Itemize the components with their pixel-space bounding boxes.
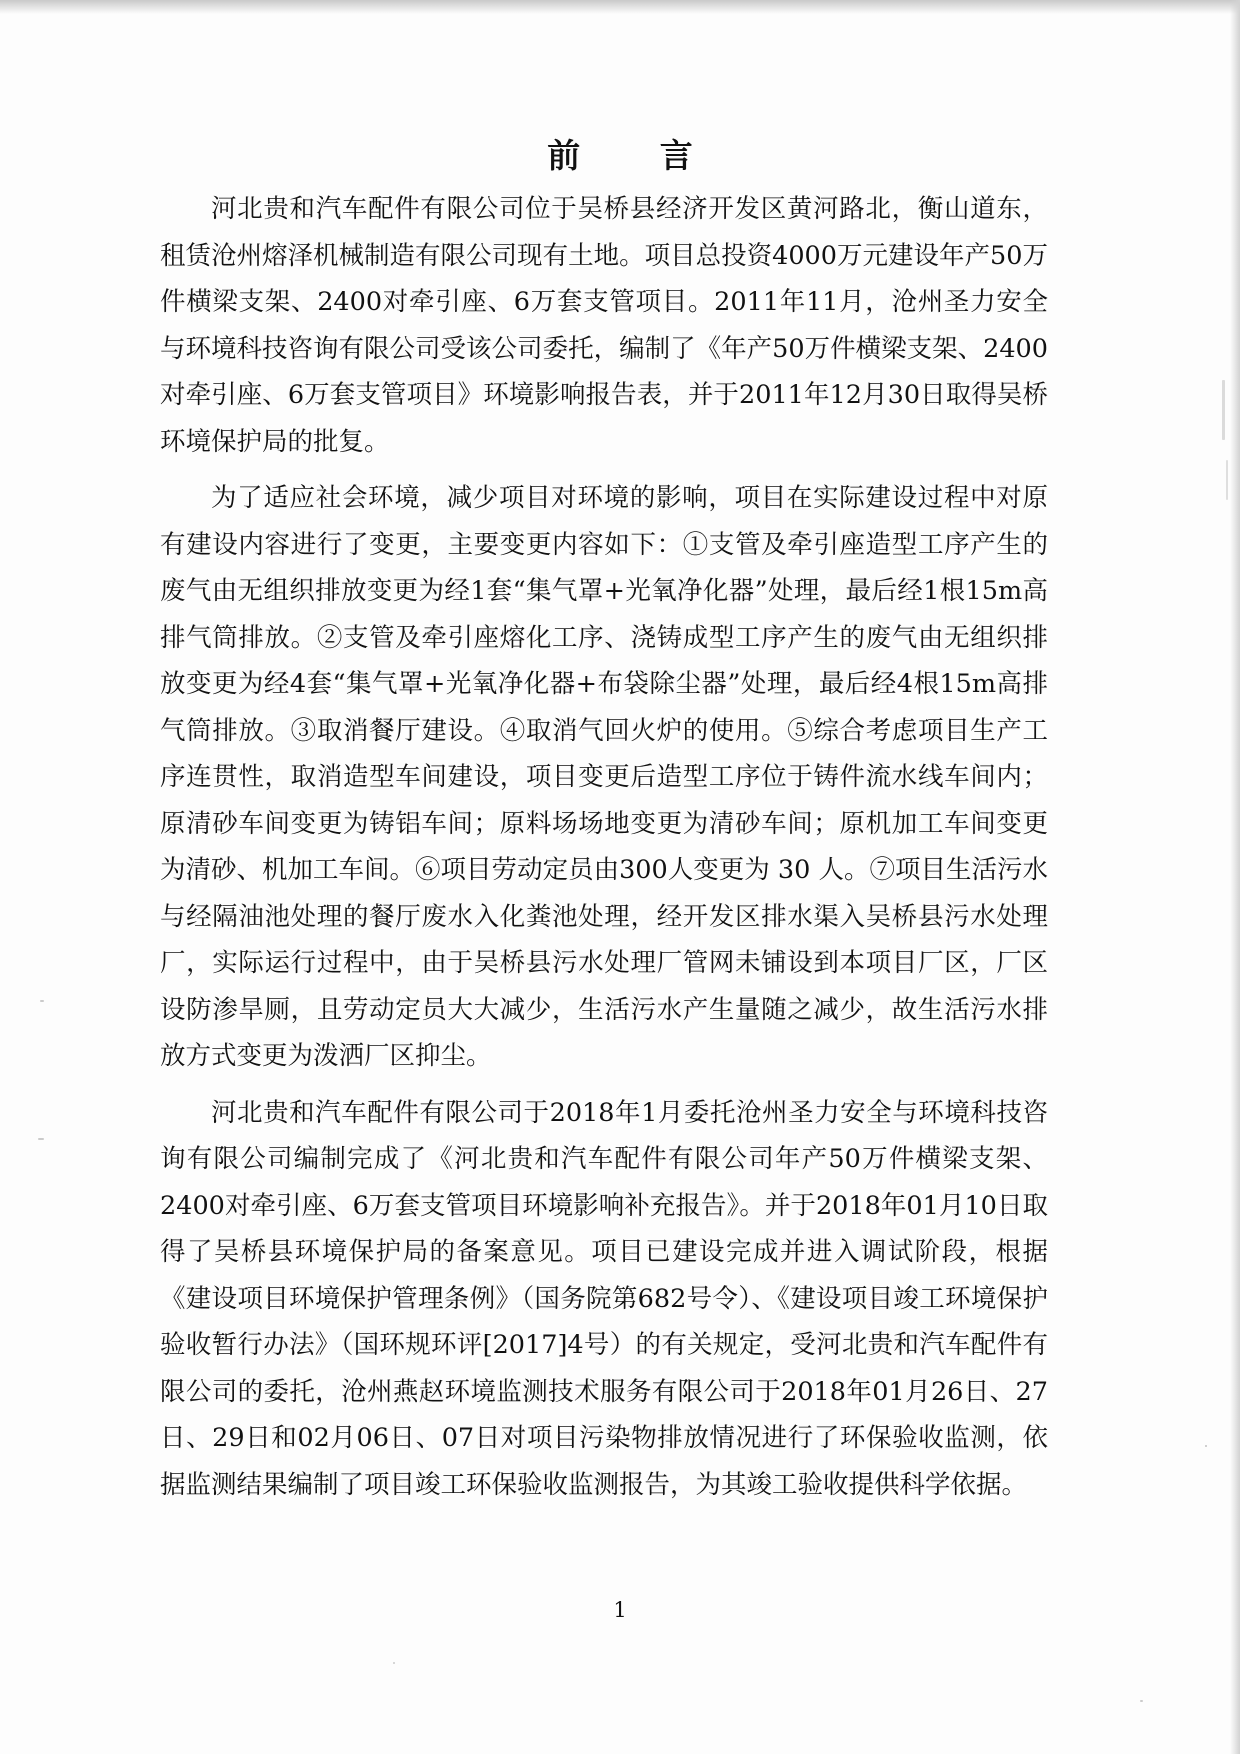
scan-speck [1140, 1700, 1143, 1702]
scan-speck [1222, 380, 1225, 440]
scan-speck [40, 1000, 44, 1002]
scan-edge-right [1230, 0, 1240, 1754]
paragraph-1: 河北贵和汽车配件有限公司位于吴桥县经济开发区黄河路北，衡山道东，租赁沧州熔泽机械制造有限公司现有土地。项目总投资4000万元建设年产50万件横梁支架、2400对牵引座、6万套支管项目。2011年11月，沧州圣力安全与环境科技咨询有限公司受该公司委托，编制了《年产50万件横梁支架、2400对牵引座、6万套支管项目》环境影响报告表，并于2011年12月30日取得吴桥环境保护局的批复。 [160, 194, 1048, 457]
scan-speck [1205, 1445, 1207, 1447]
paragraph-3: 河北贵和汽车配件有限公司于2018年1月委托沧州圣力安全与环境科技咨询有限公司编制完成了《河北贵和汽车配件有限公司年产50万件横梁支架、2400对牵引座、6万套支管项目环境影响补充报告》。并于2018年01月10日取得了吴桥县环境保护局的备案意见。项目已建设完成并进入调试阶段，根据《建设项目环境保护管理条例》（国务院第682号令）、《建设项目竣工环境保护验收暂行办法》（国环规环评[2017]4号）的有关规定，受河北贵和汽车配件有限公司的委托，沧州燕赵环境监测技术服务有限公司于2018年01月26日、27日、29日和02月06日、07日对项目污染物排放情况进行了环保验收监测，依据监测结果编制了项目竣工环保验收监测报告，为其竣工验收提供科学依据。 [160, 1097, 1048, 1500]
scan-speck [1226, 460, 1228, 500]
page-number: 1 [613, 1598, 627, 1622]
scan-speck [393, 1662, 395, 1664]
page-title: 前 言 [547, 136, 727, 175]
document-body [160, 186, 1048, 1508]
scan-speck [38, 1138, 44, 1140]
paragraph-2: 为了适应社会环境，减少项目对环境的影响，项目在实际建设过程中对原有建设内容进行了变更，主要变更内容如下：①支管及牵引座造型工序产生的废气由无组织排放变更为经1套“集气罩+光氧净化器”处理，最后经1根15m高排气筒排放。②支管及牵引座熔化工序、浇铸成型工序产生的废气由无组织排放变更为经4套“集气罩+光氧净化器+布袋除尘器”处理，最后经4根15m高排气筒排放。③取消餐厅建设。④取消气回火炉的使用。⑤综合考虑项目生产工序连贯性，取消造型车间建设，项目变更后造型工序位于铸件流水线车间内；原清砂车间变更为铸铝车间；原料场场地变更为清砂车间；原机加工车间变更为清砂、机加工车间。⑥项目劳动定员由300人变更为 30 人。⑦项目生活污水与经隔油池处理的餐厅废水入化粪池处理，经开发区排水渠入吴桥县污水处理厂，实际运行过程中，由于吴桥县污水处理厂管网未铺设到本项目厂区，厂区设防渗旱厕，且劳动定员大大减少，生活污水产生量随之减少，故生活污水排放方式变更为泼洒厂区抑尘。 [160, 483, 1048, 1071]
scan-edge-top [0, 0, 1240, 14]
